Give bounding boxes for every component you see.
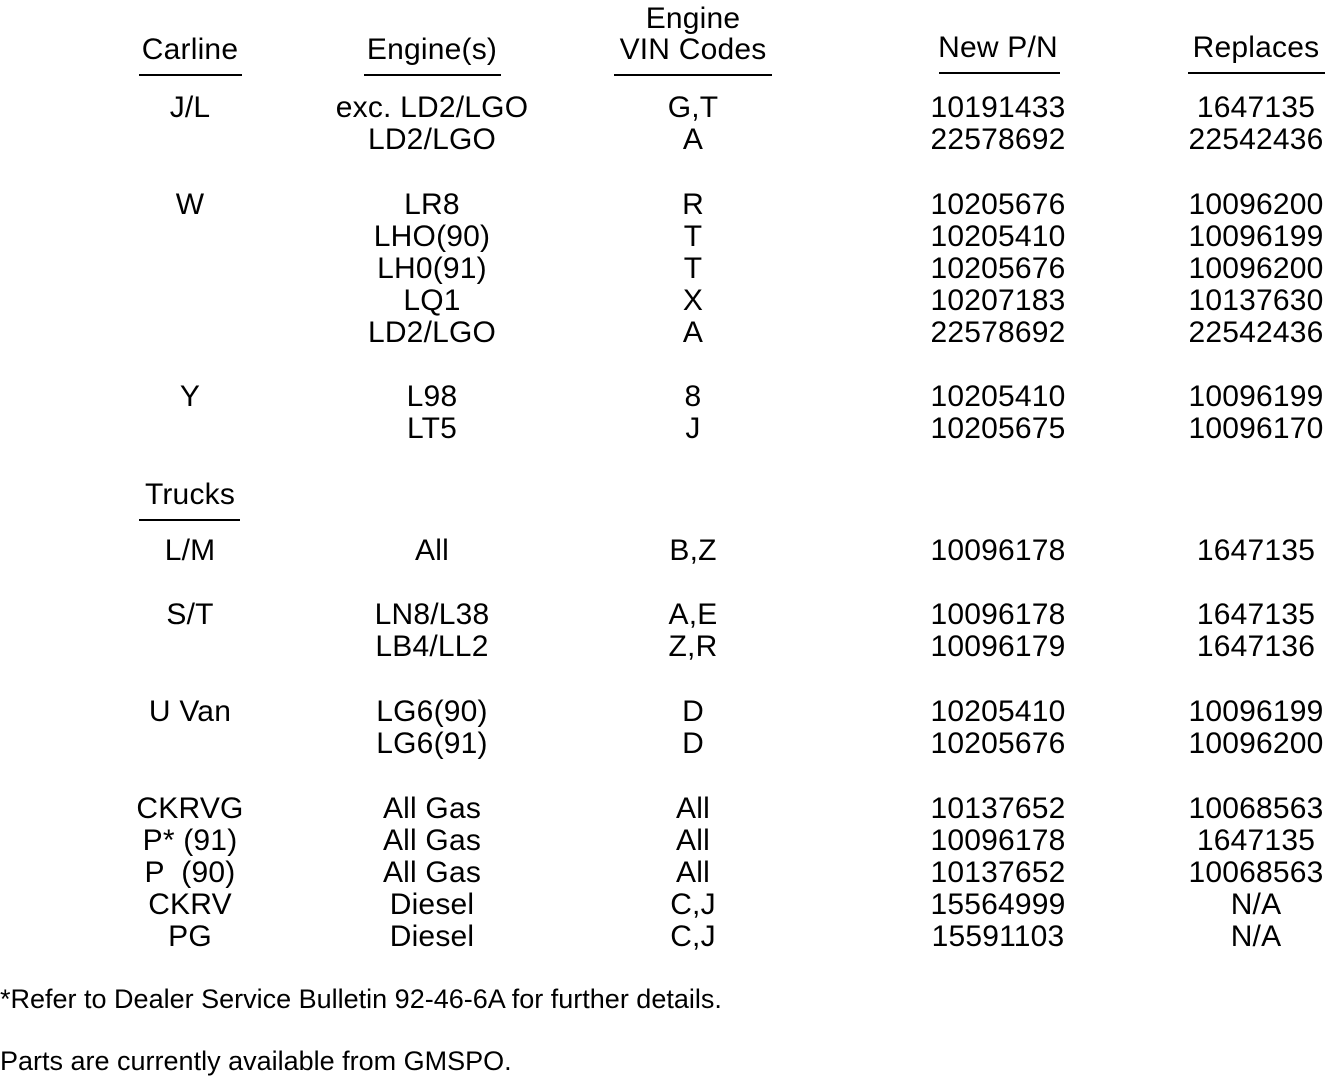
table-row (0, 253, 1344, 285)
cell-engines: L98 (406, 380, 458, 413)
cell-engines: Diesel (389, 888, 475, 921)
footnote: *Refer to Dealer Service Bulletin 92-46-6A for further details. (0, 984, 722, 1014)
cell-vin: T (683, 252, 703, 285)
cell-new-pn: 15564999 (930, 888, 1066, 921)
cell-carline: L/M (164, 534, 216, 567)
cell-replaces: 10096199 (1188, 380, 1324, 413)
cell-vin: C,J (670, 920, 716, 953)
cell-new-pn: 10096178 (930, 598, 1066, 631)
table-row (0, 189, 1344, 221)
trucks-heading: Trucks (144, 478, 236, 511)
cell-engines: LHO(90) (373, 220, 491, 253)
header-carline-underline (139, 74, 242, 76)
cell-replaces: 10137630 (1188, 284, 1324, 317)
cell-replaces: 10096200 (1188, 727, 1324, 760)
cell-replaces: 22542436 (1188, 316, 1324, 349)
cell-replaces: 10096200 (1188, 252, 1324, 285)
cell-carline: PG (168, 920, 212, 953)
header-new-pn-underline (939, 72, 1060, 74)
cell-engines: LN8/L38 (374, 598, 490, 631)
cell-engines: LD2/LGO (367, 316, 497, 349)
table-row (0, 599, 1344, 631)
table-row (0, 413, 1344, 445)
cell-vin: Z,R (668, 630, 718, 663)
cell-new-pn: 10205410 (930, 220, 1066, 253)
cell-new-pn: 10205675 (930, 412, 1066, 445)
cell-vin: B,Z (669, 534, 717, 567)
table-row (0, 825, 1344, 857)
cell-engines: All Gas (382, 824, 482, 857)
table-row (0, 317, 1344, 349)
cell-carline: P (90) (144, 856, 236, 889)
cell-new-pn: 10096179 (930, 630, 1066, 663)
cell-new-pn: 10096178 (930, 534, 1066, 567)
table-row (0, 124, 1344, 156)
cell-new-pn: 10205410 (930, 380, 1066, 413)
cell-engines: All Gas (382, 856, 482, 889)
table-row (0, 889, 1344, 921)
cell-vin: 8 (684, 380, 702, 413)
cell-new-pn: 10137652 (930, 792, 1066, 825)
cell-new-pn: 10205676 (930, 188, 1066, 221)
header-engines-underline (364, 74, 501, 76)
cell-vin: All (676, 856, 710, 889)
cell-vin: G,T (667, 91, 719, 124)
cell-carline: CKRVG (136, 792, 244, 825)
cell-carline: U Van (148, 695, 232, 728)
cell-vin: A (682, 316, 704, 349)
cell-new-pn: 22578692 (930, 316, 1066, 349)
header-vin-underline (614, 74, 772, 76)
cell-engines: LB4/LL2 (375, 630, 489, 663)
cell-engines: LT5 (406, 412, 458, 445)
cell-replaces: 1647135 (1196, 534, 1316, 567)
table-row (0, 696, 1344, 728)
cell-vin: X (682, 284, 704, 317)
availability-note: Parts are currently available from GMSPO. (0, 1046, 512, 1076)
cell-replaces: N/A (1230, 888, 1282, 921)
header-vin-line2: VIN Codes (619, 33, 767, 66)
header-new-pn: New P/N (938, 31, 1058, 64)
cell-replaces: 10096199 (1188, 695, 1324, 728)
cell-new-pn: 10205676 (930, 727, 1066, 760)
cell-replaces: N/A (1230, 920, 1282, 953)
cell-replaces: 1647135 (1196, 824, 1316, 857)
cell-engines: exc. LD2/LGO (335, 91, 529, 124)
cell-carline: CKRV (148, 888, 232, 921)
table-row (0, 793, 1344, 825)
cell-replaces: 10096199 (1188, 220, 1324, 253)
cell-engines: LH0(91) (377, 252, 487, 285)
cell-replaces: 10096200 (1188, 188, 1324, 221)
cell-engines: Diesel (389, 920, 475, 953)
cell-carline: P* (91) (142, 824, 238, 857)
table-row (0, 92, 1344, 124)
table-row (0, 728, 1344, 760)
cell-vin: J (685, 412, 701, 445)
cell-vin: T (683, 220, 703, 253)
cell-engines: LG6(91) (376, 727, 488, 760)
cell-new-pn: 10205676 (930, 252, 1066, 285)
trucks-heading-underline (139, 519, 240, 521)
cell-engines: All (415, 534, 449, 567)
cell-new-pn: 10207183 (930, 284, 1066, 317)
cell-engines: LQ1 (403, 284, 461, 317)
table-row (0, 285, 1344, 317)
cell-vin: All (676, 792, 710, 825)
cell-vin: D (682, 695, 704, 728)
cell-new-pn: 10096178 (930, 824, 1066, 857)
table-row (0, 921, 1344, 953)
cell-vin: C,J (670, 888, 716, 921)
cell-vin: A,E (668, 598, 718, 631)
cell-new-pn: 10137652 (930, 856, 1066, 889)
table-row (0, 631, 1344, 663)
cell-new-pn: 22578692 (930, 123, 1066, 156)
cell-replaces: 1647135 (1196, 91, 1316, 124)
cell-new-pn: 10205410 (930, 695, 1066, 728)
cell-replaces: 10068563 (1188, 792, 1324, 825)
cell-vin: A (682, 123, 704, 156)
cell-engines: All Gas (382, 792, 482, 825)
cell-carline: S/T (166, 598, 214, 631)
cell-engines: LD2/LGO (367, 123, 497, 156)
cell-carline: W (175, 188, 205, 221)
cell-new-pn: 15591103 (931, 920, 1065, 953)
cell-engines: LG6(90) (376, 695, 488, 728)
cell-replaces: 1647135 (1196, 598, 1316, 631)
header-vin-line1: Engine (645, 2, 741, 35)
cell-replaces: 10068563 (1188, 856, 1324, 889)
cell-vin: D (682, 727, 704, 760)
header-replaces-underline (1188, 72, 1325, 74)
cell-engines: LR8 (404, 188, 460, 221)
table-row (0, 221, 1344, 253)
header-carline: Carline (141, 33, 239, 66)
cell-vin: All (676, 824, 710, 857)
header-engines: Engine(s) (366, 33, 498, 66)
cell-carline: Y (179, 380, 201, 413)
cell-carline: J/L (169, 91, 211, 124)
cell-replaces: 10096170 (1188, 412, 1324, 445)
table-row (0, 381, 1344, 413)
cell-new-pn: 10191433 (930, 91, 1066, 124)
cell-replaces: 1647136 (1196, 630, 1316, 663)
table-row (0, 857, 1344, 889)
cell-replaces: 22542436 (1188, 123, 1324, 156)
header-replaces: Replaces (1192, 31, 1320, 64)
table-row (0, 535, 1344, 567)
cell-vin: R (682, 188, 704, 221)
